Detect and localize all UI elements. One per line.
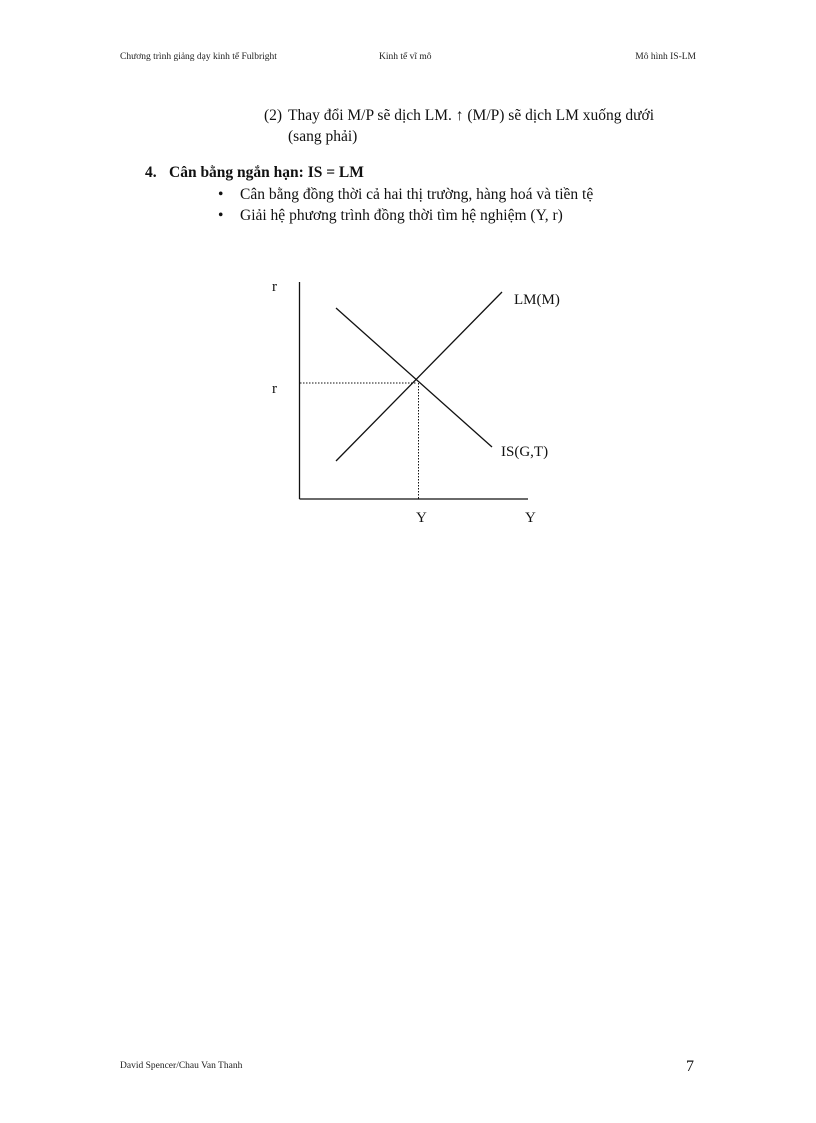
is-curve	[336, 308, 492, 447]
footer-author: David Spencer/Chau Van Thanh	[120, 1061, 243, 1071]
header-course: Chương trình giảng dạy kinh tế Fulbright	[120, 52, 277, 62]
section-title: Cân bằng ngắn hạn: IS = LM	[169, 164, 364, 181]
equilibrium-r-label: r	[272, 381, 277, 397]
lm-curve	[336, 292, 502, 461]
item-text-line2: (sang phải)	[288, 128, 358, 145]
header-subject: Kinh tế vĩ mô	[379, 52, 432, 62]
header-chapter: Mô hình IS-LM	[635, 52, 696, 62]
bullet-item: • Cân bằng đồng thời cả hai thị trường, hàng hoá và tiền tệ	[218, 186, 594, 203]
bullet-icon: •	[218, 207, 224, 224]
is-lm-diagram	[0, 0, 816, 560]
item-text-line1: Thay đổi M/P sẽ dịch LM. ↑ (M/P) sẽ dịch LM xuống dưới	[288, 107, 655, 124]
bullet-item: • Giải hệ phương trình đồng thời tìm hệ nghiệm (Y, r)	[218, 207, 563, 224]
section-number: 4.	[145, 164, 157, 181]
x-axis-label: Y	[525, 510, 536, 526]
is-label: IS(G,T)	[501, 444, 549, 460]
equilibrium-y-label: Y	[416, 510, 427, 526]
y-axis-label: r	[272, 279, 277, 295]
lm-label: LM(M)	[514, 292, 560, 308]
item-number: (2)	[264, 107, 283, 124]
bullet-icon: •	[218, 186, 224, 203]
page-number: 7	[686, 1058, 694, 1075]
